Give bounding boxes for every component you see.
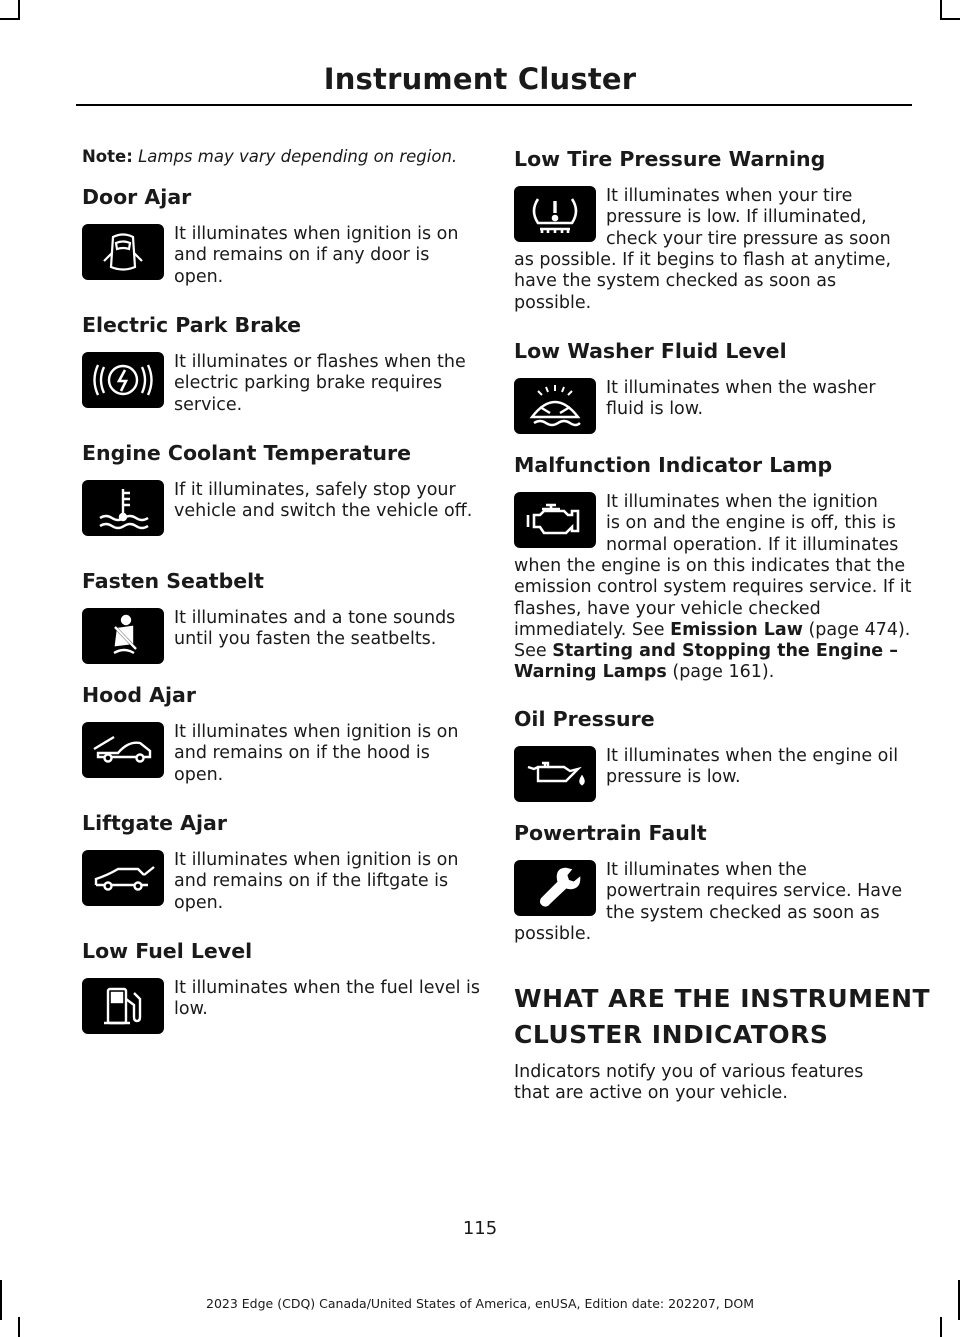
fuel-pump-icon (82, 978, 164, 1034)
powertrain-description-rest: possible. (514, 924, 592, 944)
liftgate-ajar-description: It illuminates when ignition is on and remains on if the liftgate is open. (174, 850, 459, 913)
hood-ajar-icon (82, 722, 164, 778)
section-description: Indicators notify you of various features that are active on your vehicle. (514, 1062, 864, 1104)
mil-description-lead (606, 492, 912, 556)
crop-mark (18, 1317, 20, 1337)
seatbelt-description: It illuminates and a tone sounds until you fasten the seatbelts. (174, 608, 456, 650)
crop-mark (940, 0, 942, 20)
section-heading: Low Tire Pressure Warning (514, 147, 826, 171)
emission-law-link[interactable]: Emission Law (670, 619, 803, 640)
header-divider (76, 104, 912, 106)
mil-description-rest (514, 556, 912, 684)
section-heading: Engine Coolant Temperature (82, 441, 411, 465)
starting-stopping-link[interactable]: Starting and Stopping the Engine – Warning Lamps (514, 641, 898, 683)
section-heading: Hood Ajar (82, 683, 196, 707)
text-line: It illuminates when your tire (606, 186, 853, 206)
text-line: pressure is low. If illuminated, (606, 207, 867, 228)
see-label: See (514, 641, 547, 662)
note-text: Lamps may vary depending on region. (138, 147, 458, 166)
check-engine-icon (514, 492, 596, 548)
section-heading: Fasten Seatbelt (82, 569, 264, 593)
page-reference: (page 161). (672, 662, 775, 683)
section-heading: Powertrain Fault (514, 821, 707, 845)
see-label: See (631, 619, 665, 640)
text-line: It illuminates when the (606, 860, 807, 880)
note (82, 146, 482, 168)
crop-mark (18, 0, 20, 20)
electric-park-brake-icon (82, 352, 164, 408)
section-heading: Liftgate Ajar (82, 811, 227, 835)
page-number: 115 (462, 1218, 498, 1239)
washer-description: It illuminates when the washer fluid is low. (606, 378, 876, 420)
hood-ajar-description: It illuminates when ignition is on and remains on if the hood is open. (174, 722, 459, 785)
door-ajar-description: It illuminates when ignition is on and remains on if any door is open. (174, 224, 459, 287)
section-title-line: CLUSTER INDICATORS (514, 1020, 829, 1049)
text-line: powertrain requires service. Have (606, 881, 903, 902)
oil-description: It illuminates when the engine oil pressure is low. (606, 746, 899, 788)
seatbelt-icon (82, 608, 164, 664)
oil-pressure-icon (514, 746, 596, 802)
door-ajar-icon (82, 224, 164, 280)
liftgate-ajar-icon (82, 850, 164, 906)
powertrain-description-lead (606, 860, 912, 924)
section-heading: Oil Pressure (514, 707, 655, 731)
section-title (514, 984, 930, 1050)
coolant-temperature-icon (82, 480, 164, 536)
section-heading: Electric Park Brake (82, 313, 302, 337)
mil-text: when the engine is on this indicates that the emission control system requires service. If it flashes, have your vehicle checked immediately. (514, 556, 912, 640)
text-line: the system checked as soon as (606, 902, 880, 923)
text-line: check your tire pressure as soon (606, 228, 891, 249)
note-label: Note: (82, 147, 133, 166)
section-heading: Malfunction Indicator Lamp (514, 453, 833, 477)
page-title: Instrument Cluster (323, 62, 637, 96)
tire-description-lead (606, 186, 912, 250)
section-title-line: WHAT ARE THE INSTRUMENT (514, 984, 931, 1013)
fuel-description: It illuminates when the fuel level is low. (174, 978, 481, 1020)
tire-description-rest: as possible. If it begins to flash at anytime, have the system checked as soon as possible. (514, 250, 892, 313)
crop-mark (0, 18, 20, 20)
section-heading: Low Fuel Level (82, 939, 253, 963)
coolant-temperature-description: If it illuminates, safely stop your vehicle and switch the vehicle off. (174, 480, 473, 522)
wrench-icon (514, 860, 596, 916)
tire-pressure-icon (514, 186, 596, 242)
text-line: normal operation. If it illuminates (606, 534, 899, 555)
page-reference: (page 474). (808, 619, 911, 640)
section-heading: Door Ajar (82, 185, 192, 209)
crop-mark (940, 18, 960, 20)
footer-edition: 2023 Edge (CDQ) Canada/United States of America, enUSA, Edition date: 202207, DOM (206, 1296, 754, 1311)
text-line: It illuminates when the ignition (606, 492, 878, 512)
text-line: is on and the engine is off, this is (606, 513, 896, 534)
section-heading: Low Washer Fluid Level (514, 339, 787, 363)
electric-park-brake-description: It illuminates or flashes when the electric parking brake requires service. (174, 352, 466, 415)
crop-mark (940, 1317, 942, 1337)
washer-fluid-icon (514, 378, 596, 434)
